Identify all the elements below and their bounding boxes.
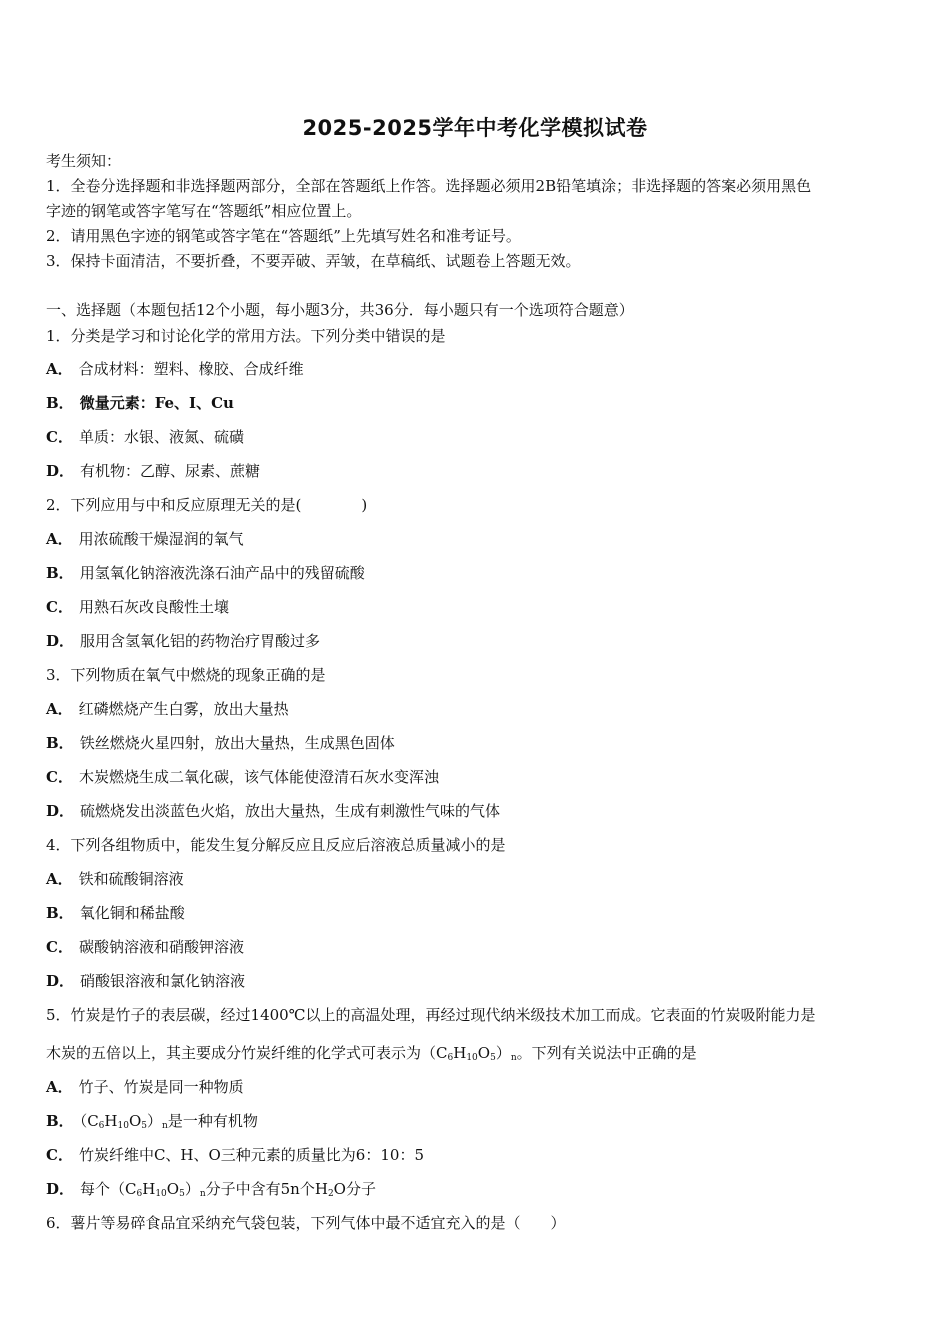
question-2-option-d: D． 服用含氢氧化铝的药物治疗胃酸过多 — [46, 632, 321, 650]
notice-heading: 考生须知： — [46, 152, 122, 170]
question-5-option-b: B． $(C_6H_{10}O_5)_n$是一种有机物 — [46, 1112, 258, 1131]
section-heading: 一、选择题（本题包括12个小题，每小题3分，共36分．每小题只有一个选项符合题意） — [46, 301, 634, 319]
question-5-stem-line-2: 木炭的五倍以上，其主要成分竹炭纤维的化学式可表示为$(C_6H_{10}O_5)_n$。下列有关说法中正确的是 — [46, 1044, 697, 1063]
notice-item-1: 1．全卷分选择题和非选择题两部分，全部在答题纸上作答。选择题必须用2B铅笔填涂；非选择题的答案必须用黑色 — [46, 177, 812, 195]
question-5-option-d: D． 每个$(C_6H_{10}O_5)_n$分子中含有5n个$H_2O$分子 — [46, 1180, 376, 1199]
notice-item-3: 3．保持卡面清洁，不要折叠，不要弄破、弄皱，在草稿纸、试题卷上答题无效。 — [46, 252, 581, 270]
page-title: 2025-2025学年中考化学模拟试卷 — [302, 116, 648, 140]
question-2-option-a: A． 用浓硫酸干燥湿润的氧气 — [46, 530, 244, 548]
question-4-option-c: C． 碳酸钠溶液和硝酸钾溶液 — [46, 938, 244, 956]
question-1-option-c: C． 单质：水银、液氮、硫磺 — [46, 428, 244, 446]
question-3-option-d: D． 硫燃烧发出淡蓝色火焰，放出大量热，生成有刺激性气味的气体 — [46, 802, 501, 820]
question-1-stem: 1．分类是学习和讨论化学的常用方法。下列分类中错误的是 — [46, 327, 446, 345]
question-5-option-c: C． 竹炭纤维中C、H、O三种元素的质量比为6：10：5 — [46, 1146, 424, 1164]
question-1-option-a: A． 合成材料：塑料、橡胶、合成纤维 — [46, 360, 304, 378]
question-2-stem: 2．下列应用与中和反应原理无关的是( ) — [46, 496, 368, 514]
question-4-option-d: D． 硝酸银溶液和氯化钠溶液 — [46, 972, 246, 990]
question-5-option-a: A． 竹子、竹炭是同一种物质 — [46, 1078, 244, 1096]
question-1-option-d: D． 有机物：乙醇、尿素、蔗糖 — [46, 462, 261, 480]
question-1-option-b: B． 微量元素：Fe、I、Cu — [46, 394, 234, 412]
question-4-option-b: B． 氧化铜和稀盐酸 — [46, 904, 185, 922]
question-3-option-b: B． 铁丝燃烧火星四射，放出大量热，生成黑色固体 — [46, 734, 395, 752]
question-2-option-c: C． 用熟石灰改良酸性土壤 — [46, 598, 229, 616]
question-5-stem-line-1: 5．竹炭是竹子的表层碳，经过1400℃以上的高温处理，再经过现代纳米级技术加工而成。它表面的竹炭吸附能力是 — [46, 1006, 816, 1024]
question-2-option-b: B． 用氢氧化钠溶液洗涤石油产品中的残留硫酸 — [46, 564, 365, 582]
question-6-stem: 6．薯片等易碎食品宜采纳充气袋包装，下列气体中最不适宜充入的是（ ） — [46, 1214, 566, 1232]
question-4-option-a: A． 铁和硫酸铜溶液 — [46, 870, 184, 888]
question-4-stem: 4．下列各组物质中，能发生复分解反应且反应后溶液总质量减小的是 — [46, 836, 506, 854]
notice-item-2: 2．请用黑色字迹的钢笔或答字笔在“答题纸”上先填写姓名和准考证号。 — [46, 227, 521, 245]
notice-item-1-cont: 字迹的钢笔或答字笔写在“答题纸”相应位置上。 — [46, 202, 362, 220]
question-3-stem: 3．下列物质在氧气中燃烧的现象正确的是 — [46, 666, 326, 684]
question-3-option-c: C． 木炭燃烧生成二氧化碳，该气体能使澄清石灰水变浑浊 — [46, 768, 439, 786]
question-3-option-a: A． 红磷燃烧产生白雾，放出大量热 — [46, 700, 289, 718]
